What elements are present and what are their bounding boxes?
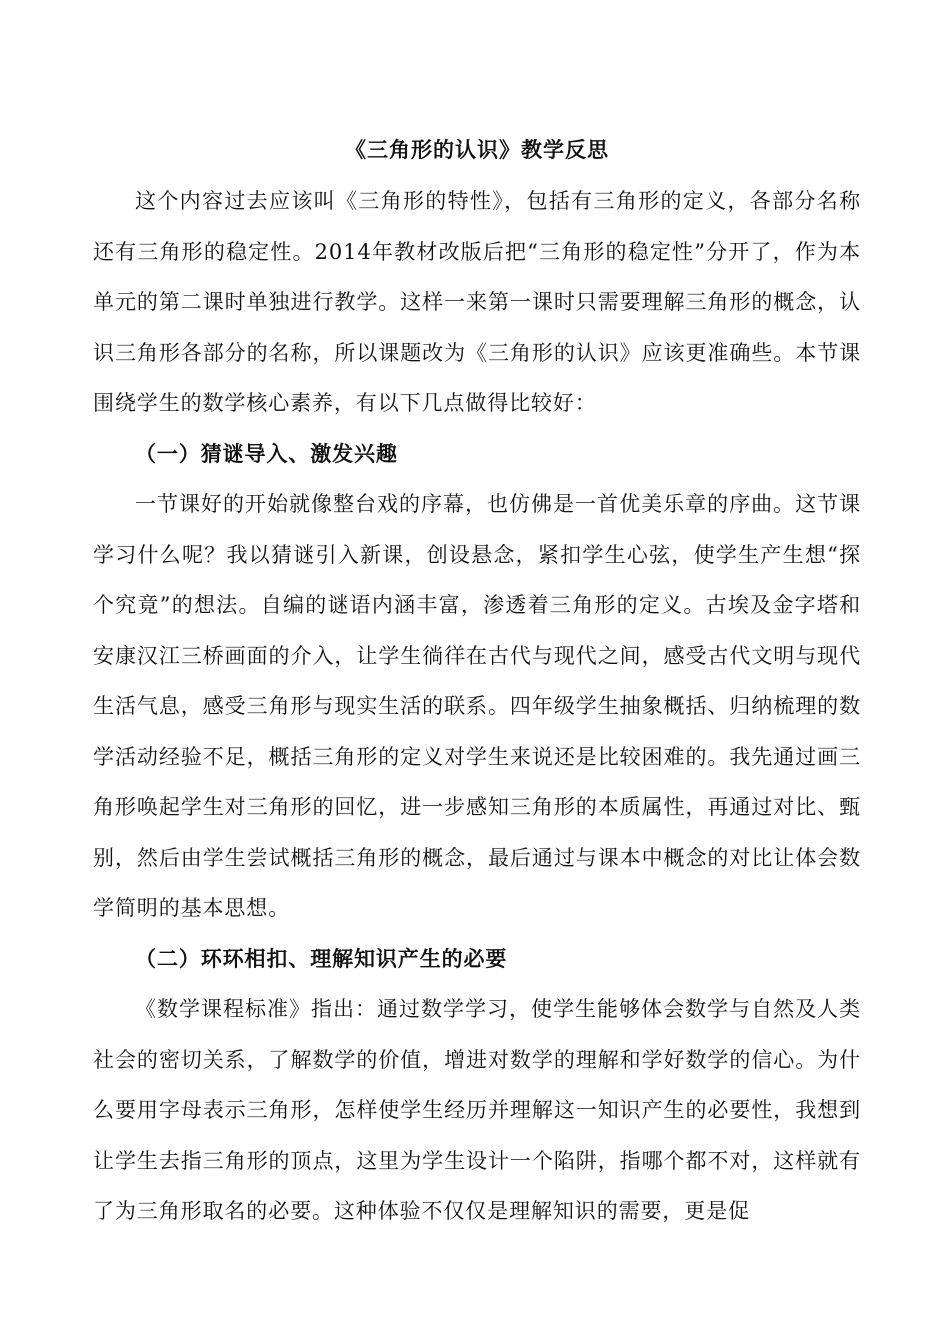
document-title: 《三角形的认识》教学反思: [345, 137, 609, 162]
section-1: [93, 429, 861, 934]
section-heading: （二）环环相扣、理解知识产生的必要: [135, 945, 508, 971]
section-paragraph: 《数学课程标准》指出：通过数学学习，使学生能够体会数学与自然及人类社会的密切关系，了解数学的价值，增进对数学的理解和学好数学的信心。为什么要用字母表示三角形，怎样使学生经历并理解这一知识产生的必要性，我想到让学生去指三角形的顶点，这里为学生设计一个陷阱，指哪个都不对，这样就有了为三角形取名的必要。这种体验不仅仅是理解知识的需要，更是促: [93, 997, 861, 1223]
section-2: [93, 934, 861, 1237]
section-paragraph: 一节课好的开始就像整台戏的序幕，也仿佛是一首优美乐章的序曲。这节课学习什么呢？我以猜谜引入新课，创设悬念，紧扣学生心弦，使学生产生想“探个究竟”的想法。自编的谜语内涵丰富，渗透着三角形的定义。古埃及金字塔和安康汉江三桥画面的介入，让学生徜徉在古代与现代之间，感受古代文明与现代生活气息，感受三角形与现实生活的联系。四年级学生抽象概括、归纳梳理的数学活动经验不足，概括三角形的定义对学生来说还是比较困难的。我先通过画三角形唤起学生对三角形的回忆，进一步感知三角形的本质属性，再通过对比、甄别，然后由学生尝试概括三角形的概念，最后通过与课本中概念的对比让体会数学简明的基本思想。: [93, 492, 861, 920]
document-body: [93, 128, 861, 1237]
intro-paragraph: 这个内容过去应该叫《三角形的特性》，包括有三角形的定义，各部分名称还有三角形的稳定性。2014年教材改版后把“三角形的稳定性”分开了，作为本单元的第二课时单独进行教学。这样一来第一课时只需要理解三角形的概念，认识三角形各部分的名称，所以课题改为《三角形的认识》应该更准确些。本节课围绕学生的数学核心素养，有以下几点做得比较好：: [93, 189, 861, 415]
section-heading: （一）猜谜导入、激发兴趣: [135, 440, 398, 466]
